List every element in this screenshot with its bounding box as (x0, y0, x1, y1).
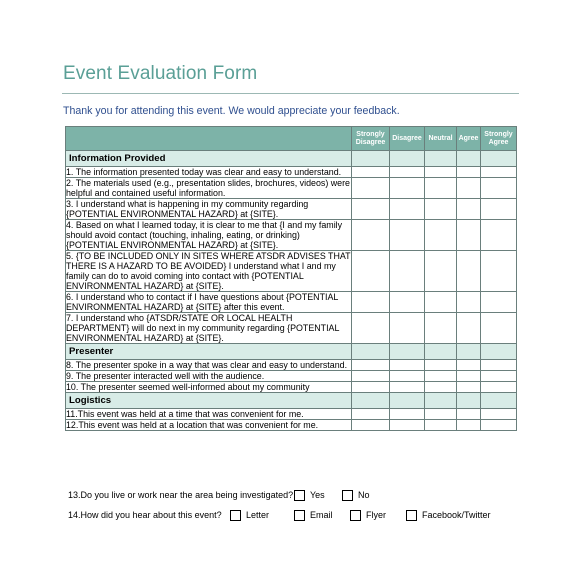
letter-checkbox[interactable] (230, 510, 241, 521)
question-text: 12.This event was held at a location that was convenient for me. (66, 420, 352, 431)
question-row (66, 251, 517, 292)
rating-cell[interactable] (425, 371, 457, 382)
rating-cell[interactable] (390, 292, 425, 313)
column-header: Strongly Disagree (352, 127, 390, 151)
rating-cell[interactable] (481, 313, 517, 344)
email-checkbox[interactable] (294, 510, 305, 521)
question-row (66, 167, 517, 178)
section-rating-cell (390, 151, 425, 167)
email-label: Email (310, 510, 333, 520)
rating-cell[interactable] (425, 178, 457, 199)
rating-cell[interactable] (390, 409, 425, 420)
rating-cell[interactable] (457, 167, 481, 178)
section-rating-cell (457, 344, 481, 360)
section-label: Presenter (66, 344, 352, 360)
question-14-label: 14.How did you hear about this event? (68, 510, 222, 520)
rating-cell[interactable] (481, 199, 517, 220)
rating-cell[interactable] (481, 167, 517, 178)
form-subtitle: Thank you for attending this event. We would appreciate your feedback. (63, 105, 400, 117)
rating-cell[interactable] (390, 382, 425, 393)
no-label: No (358, 490, 370, 500)
question-row (66, 371, 517, 382)
question-row (66, 292, 517, 313)
section-label: Information Provided (66, 151, 352, 167)
evaluation-table (65, 126, 517, 431)
rating-cell[interactable] (457, 220, 481, 251)
yes-label: Yes (310, 490, 325, 500)
question-text: 10. The presenter seemed well-informed about my community (66, 382, 352, 393)
rating-cell[interactable] (390, 420, 425, 431)
rating-cell[interactable] (481, 371, 517, 382)
question-row (66, 220, 517, 251)
question-text: 11.This event was held at a time that was convenient for me. (66, 409, 352, 420)
rating-cell[interactable] (425, 313, 457, 344)
section-header-row (66, 151, 517, 167)
rating-cell[interactable] (457, 251, 481, 292)
rating-cell[interactable] (352, 178, 390, 199)
column-header: Strongly Agree (481, 127, 517, 151)
rating-cell[interactable] (481, 220, 517, 251)
section-rating-cell (425, 393, 457, 409)
question-text: 6. I understand who to contact if I have questions about {POTENTIAL ENVIRONMENTAL HAZARD} at {SITE} after this event. (66, 292, 352, 313)
rating-cell[interactable] (390, 220, 425, 251)
question-text: 1. The information presented today was clear and easy to understand. (66, 167, 352, 178)
rating-cell[interactable] (352, 313, 390, 344)
rating-cell[interactable] (425, 420, 457, 431)
rating-cell[interactable] (390, 360, 425, 371)
flyer-checkbox[interactable] (350, 510, 361, 521)
rating-cell[interactable] (352, 251, 390, 292)
rating-cell[interactable] (352, 220, 390, 251)
rating-cell[interactable] (352, 199, 390, 220)
section-rating-cell (352, 151, 390, 167)
question-text: 8. The presenter spoke in a way that was clear and easy to understand. (66, 360, 352, 371)
section-header-row (66, 393, 517, 409)
question-row (66, 382, 517, 393)
question-text: 3. I understand what is happening in my community regarding {POTENTIAL ENVIRONMENTAL HAZARD} at {SITE}. (66, 199, 352, 220)
rating-cell[interactable] (457, 371, 481, 382)
rating-cell[interactable] (425, 360, 457, 371)
section-label: Logistics (66, 393, 352, 409)
rating-cell[interactable] (390, 178, 425, 199)
question-text: 2. The materials used (e.g., presentation slides, brochures, videos) were helpful and contained useful information. (66, 178, 350, 198)
title-divider (62, 93, 519, 94)
section-rating-cell (390, 393, 425, 409)
rating-cell[interactable] (352, 409, 390, 420)
rating-cell[interactable] (457, 292, 481, 313)
rating-cell[interactable] (352, 360, 390, 371)
rating-cell[interactable] (425, 220, 457, 251)
rating-cell[interactable] (481, 251, 517, 292)
table-header-row (66, 127, 517, 151)
rating-cell[interactable] (481, 382, 517, 393)
rating-cell[interactable] (481, 178, 517, 199)
rating-cell[interactable] (425, 292, 457, 313)
no-checkbox[interactable] (342, 490, 353, 501)
rating-cell[interactable] (425, 251, 457, 292)
rating-cell[interactable] (457, 409, 481, 420)
section-rating-cell (457, 151, 481, 167)
rating-cell[interactable] (352, 371, 390, 382)
section-rating-cell (457, 393, 481, 409)
rating-cell[interactable] (481, 292, 517, 313)
question-text: 4. Based on what I learned today, it is clear to me that {I and my family should avoid contact (touching, inhaling, eating, or drinking) {POTENTIAL ENVIRONMENTAL HAZARD} at {SITE}. (66, 220, 352, 251)
question-13-label: 13.Do you live or work near the area being investigated? (68, 490, 294, 500)
question-row (66, 313, 517, 344)
question-row (66, 409, 517, 420)
rating-cell[interactable] (425, 382, 457, 393)
rating-cell[interactable] (481, 360, 517, 371)
rating-cell[interactable] (425, 167, 457, 178)
question-text: 7. I understand who {ATSDR/STATE OR LOCAL HEALTH DEPARTMENT} will do next in my community regarding {POTENTIAL ENVIRONMENTAL HAZARD} at {SITE}. (66, 313, 352, 344)
section-rating-cell (481, 393, 517, 409)
section-rating-cell (481, 344, 517, 360)
section-rating-cell (352, 344, 390, 360)
question-text: 5. {TO BE INCLUDED ONLY IN SITES WHERE ATSDR ADVISES THAT THERE IS A HAZARD TO BE AVOIDED} I understand what I and my family can do to avoid coming into contact with {POTENTIAL ENVIRONMENTAL HAZARD} at {SITE}. (66, 251, 351, 291)
rating-cell[interactable] (457, 420, 481, 431)
rating-cell[interactable] (352, 167, 390, 178)
column-header: Neutral (425, 127, 457, 151)
section-rating-cell (352, 393, 390, 409)
letter-label: Letter (246, 510, 270, 520)
rating-cell[interactable] (390, 313, 425, 344)
facebook-twitter-label: Facebook/Twitter (422, 510, 491, 520)
question-row (66, 420, 517, 431)
section-rating-cell (390, 344, 425, 360)
section-header-row (66, 344, 517, 360)
rating-cell[interactable] (457, 178, 481, 199)
section-rating-cell (481, 151, 517, 167)
rating-cell[interactable] (352, 292, 390, 313)
question-row (66, 178, 517, 199)
rating-cell[interactable] (390, 251, 425, 292)
rating-cell[interactable] (352, 420, 390, 431)
rating-cell[interactable] (457, 313, 481, 344)
section-rating-cell (425, 151, 457, 167)
flyer-label: Flyer (366, 510, 386, 520)
rating-cell[interactable] (457, 199, 481, 220)
rating-cell[interactable] (425, 409, 457, 420)
rating-cell[interactable] (425, 199, 457, 220)
question-text: 9. The presenter interacted well with the audience. (66, 371, 352, 382)
rating-cell[interactable] (390, 167, 425, 178)
yes-checkbox[interactable] (294, 490, 305, 501)
facebook-twitter-checkbox[interactable] (406, 510, 417, 521)
question-row (66, 199, 517, 220)
rating-cell[interactable] (457, 360, 481, 371)
section-rating-cell (425, 344, 457, 360)
rating-cell[interactable] (481, 409, 517, 420)
form-title: Event Evaluation Form (63, 63, 258, 84)
rating-cell[interactable] (457, 382, 481, 393)
rating-cell[interactable] (390, 199, 425, 220)
column-header: Agree (457, 127, 481, 151)
rating-cell[interactable] (390, 371, 425, 382)
header-blank-cell (66, 127, 352, 151)
column-header: Disagree (390, 127, 425, 151)
question-row (66, 360, 517, 371)
rating-cell[interactable] (352, 382, 390, 393)
rating-cell[interactable] (481, 420, 517, 431)
